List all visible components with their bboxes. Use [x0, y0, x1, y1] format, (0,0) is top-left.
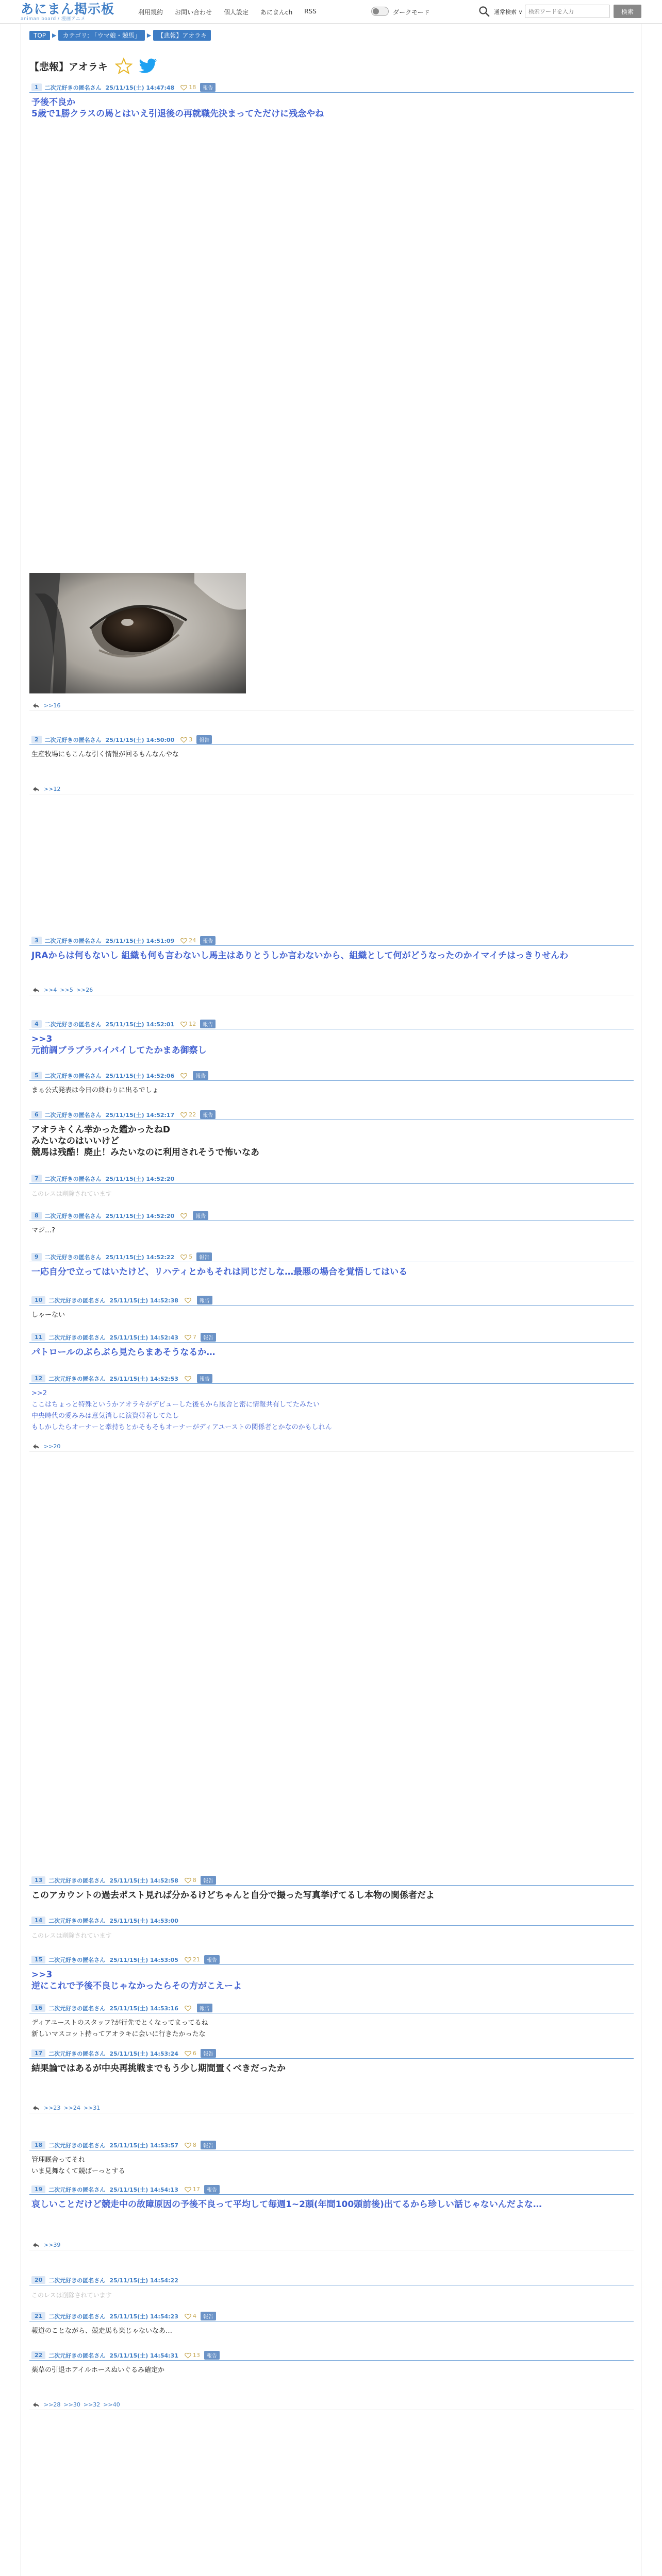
post-header: [29, 1955, 634, 1965]
search-mode-select[interactable]: 通常検索 ∨: [494, 9, 523, 15]
reply-links-bar: [29, 1442, 634, 1452]
search-input[interactable]: [525, 5, 610, 18]
post-body: [29, 2321, 634, 2337]
post-text-line: 新しいマスコット持ってアオラキに会いに行きたかったな: [31, 2030, 206, 2038]
report-button[interactable]: 報告: [201, 2049, 216, 2058]
post-date: 25/11/15(土) 14:53:24: [109, 2050, 178, 2057]
post-header: [29, 1071, 634, 1081]
post-item: [29, 2275, 634, 2301]
post-text-line: 中央時代の愛みみは意気消しに演資帯着してたし: [31, 1412, 179, 1420]
report-button[interactable]: 報告: [201, 1876, 216, 1885]
post-text-line: しゃーない: [31, 1311, 65, 1319]
like-count: 18: [189, 84, 196, 91]
reply-arrow-icon: [32, 786, 40, 792]
post-body: [29, 1221, 634, 1236]
post-text-line: 生産牧場にもこんな引く情報が回るもんなんやな: [31, 751, 179, 758]
reply-link[interactable]: >>23: [44, 2105, 61, 2111]
like-count: 21: [192, 1956, 200, 1963]
horse-eye-image: [29, 573, 246, 693]
post-date: 25/11/15(土) 14:52:53: [109, 1375, 178, 1382]
post-body: [29, 1886, 634, 1901]
post-item: [29, 1174, 634, 1199]
like-count: 8: [192, 2142, 196, 2148]
post-header: [29, 1211, 634, 1221]
like-count: 8: [192, 1877, 196, 1884]
reply-link[interactable]: >>31: [83, 2105, 101, 2111]
thread-title: 【悲報】アオラキ: [29, 61, 108, 73]
post-header: [29, 1374, 634, 1384]
poster-name: 二次元好きの匿名さん: [48, 1956, 106, 1963]
post-date: 25/11/15(土) 14:54:31: [109, 2352, 178, 2359]
post-body: [29, 1081, 634, 1096]
reply-link[interactable]: >>4: [44, 987, 57, 993]
poster-name: 二次元好きの匿名さん: [48, 1877, 106, 1884]
post-header: [29, 2311, 634, 2321]
breadcrumb-top[interactable]: TOP: [29, 31, 50, 40]
breadcrumb-separator: ▶: [52, 32, 57, 39]
post-item: [29, 2048, 634, 2074]
nav-rss-link[interactable]: RSS: [304, 8, 317, 15]
poster-name: 二次元好きの匿名さん: [48, 2277, 106, 2284]
poster-name: 二次元好きの匿名さん: [48, 1375, 106, 1382]
post-number[interactable]: 1: [31, 83, 42, 91]
nav-terms-link[interactable]: 利用規約: [138, 9, 163, 16]
post-date: 25/11/15(土) 14:53:16: [109, 2005, 178, 2012]
post-item: [29, 1211, 634, 1236]
horse-eye-photo[interactable]: [29, 573, 246, 693]
post-date: 25/11/15(土) 14:52:01: [105, 1021, 175, 1028]
post-text-line: このレスは削除されています: [31, 2292, 112, 2299]
poster-name: 二次元好きの匿名さん: [48, 1917, 106, 1924]
like-heart-icon[interactable]: [185, 2142, 191, 2148]
post-text-line: 5歳で1勝クラスの馬とはいえ引退後の再就職先決まってただけに残念やね: [31, 109, 324, 119]
poster-name: 二次元好きの匿名さん: [48, 1334, 106, 1341]
poster-name: 二次元好きの匿名さん: [48, 2313, 106, 2320]
post-header: [29, 936, 634, 946]
post-text-line: 予後不良か: [31, 97, 75, 108]
like-count: 5: [189, 1253, 193, 1260]
reply-arrow-icon: [32, 987, 40, 993]
reply-link[interactable]: >>32: [83, 2401, 101, 2408]
post-header: [29, 1875, 634, 1886]
header: [0, 0, 662, 24]
reply-links-bar: [29, 2103, 634, 2113]
post-item: [29, 1916, 634, 1941]
logo-text: あにまん掲示板: [21, 2, 115, 16]
like-heart-icon[interactable]: [185, 2187, 191, 2193]
post-text-line: 薬草の引退ホアイルホースぬいぐるみ確定か: [31, 2366, 165, 2374]
reply-links-bar: [29, 2240, 634, 2250]
post-date: 25/11/15(土) 14:52:17: [105, 1111, 175, 1118]
post-item: [29, 1374, 634, 1433]
post-text-line: >>3: [31, 1970, 53, 1980]
post-header: [29, 2350, 634, 2361]
post-item: [29, 2184, 634, 2210]
report-button[interactable]: 報告: [200, 1020, 216, 1028]
post-number[interactable]: 19: [31, 2185, 45, 2193]
poster-name: 二次元好きの匿名さん: [44, 84, 102, 91]
post-body: [29, 1306, 634, 1321]
like-count: 22: [189, 1111, 196, 1118]
report-button[interactable]: 報告: [204, 2351, 220, 2360]
post-text-line: いま見舞なくて競ばーっとする: [31, 2167, 125, 2175]
poster-name: 二次元好きの匿名さん: [44, 1212, 102, 1219]
report-button[interactable]: 報告: [204, 2185, 220, 2194]
report-button[interactable]: 報告: [193, 1071, 208, 1080]
poster-name: 二次元好きの匿名さん: [44, 1111, 102, 1118]
poster-name: 二次元好きの匿名さん: [48, 2352, 106, 2359]
search-icon[interactable]: [478, 6, 490, 17]
like-heart-icon[interactable]: [180, 1254, 187, 1260]
post-number[interactable]: 10: [31, 1296, 45, 1304]
post-header: [29, 2275, 634, 2285]
post-header: [29, 2003, 634, 2013]
poster-name: 二次元好きの匿名さん: [48, 1297, 106, 1304]
like-heart-icon[interactable]: [180, 84, 187, 91]
post-number[interactable]: 13: [31, 1876, 45, 1884]
post-body: [29, 2285, 634, 2301]
post-text-line: まぁ公式発表は今日の終わりに出るでしょ: [31, 1087, 159, 1094]
post-text-line: 哀しいことだけど競走中の故障原因の予後不良って平均して毎週1~2頭(年間100頭前後)出てるから珍しい話じゃないんだよな…: [31, 2199, 542, 2210]
post-number[interactable]: 16: [31, 2004, 45, 2012]
poster-name: 二次元好きの匿名さん: [44, 1072, 102, 1079]
report-button[interactable]: 報告: [201, 2312, 216, 2320]
post-text-line: 一応自分で立ってはいたけど、リハティとかもそれは同じだしな…最悪の場合を覚悟してはいる: [31, 1267, 408, 1277]
reply-arrow-icon: [32, 703, 40, 708]
like-count: 7: [192, 1334, 196, 1341]
post-body: [29, 2195, 634, 2210]
post-number[interactable]: 3: [31, 937, 42, 944]
like-heart-icon[interactable]: [180, 1073, 187, 1079]
post-date: 25/11/15(土) 14:52:20: [105, 1212, 175, 1219]
post-header: [29, 1332, 634, 1343]
dark-mode-toggle[interactable]: [371, 7, 389, 16]
post-text-line: このアカウントの過去ポスト見れば分かるけどちゃんと自分で撮った写真挙げてるし本物の関係者だよ: [31, 1890, 435, 1901]
poster-name: 二次元好きの匿名さん: [44, 937, 102, 944]
post-number[interactable]: 7: [31, 1175, 42, 1182]
reply-link[interactable]: >>40: [103, 2401, 120, 2408]
poster-name: 二次元好きの匿名さん: [44, 1021, 102, 1028]
post-date: 25/11/15(土) 14:53:00: [109, 1917, 178, 1924]
reply-arrow-icon: [32, 2402, 40, 2408]
dark-mode-label: ダークモード: [393, 9, 430, 16]
post-date: 25/11/15(土) 14:47:48: [105, 84, 175, 91]
reply-arrow-icon: [32, 1444, 40, 1449]
post-header: [29, 2140, 634, 2150]
breadcrumb-thread[interactable]: 【悲報】アオラキ: [153, 30, 211, 41]
post-number[interactable]: 21: [31, 2312, 45, 2320]
report-button[interactable]: 報告: [196, 735, 212, 744]
nav-settings-link[interactable]: 個人設定: [224, 9, 249, 16]
like-heart-icon[interactable]: [185, 1376, 191, 1382]
like-heart-icon[interactable]: [185, 1297, 191, 1303]
post-number[interactable]: 18: [31, 2141, 45, 2149]
like-heart-icon[interactable]: [180, 938, 187, 944]
post-date: 25/11/15(土) 14:54:13: [109, 2186, 178, 2193]
post-item: [29, 1019, 634, 1056]
post-date: 25/11/15(土) 14:52:58: [109, 1877, 178, 1884]
reply-link[interactable]: >>26: [76, 987, 93, 993]
post-header: [29, 1252, 634, 1262]
post-item: [29, 1875, 634, 1901]
post-date: 25/11/15(土) 14:52:20: [105, 1175, 175, 1182]
reply-link[interactable]: >>39: [44, 2242, 61, 2248]
post-text-line: >>2: [31, 1389, 47, 1397]
site-logo[interactable]: [21, 2, 114, 22]
reply-link[interactable]: >>20: [44, 1443, 61, 1450]
post-number[interactable]: 5: [31, 1072, 42, 1079]
reply-link[interactable]: >>5: [60, 987, 73, 993]
post-text-line: 報道のことながら、競走馬も楽じゃないなあ…: [31, 2327, 173, 2335]
post-body: [29, 1184, 634, 1199]
post-item: [29, 2350, 634, 2376]
post-body: [29, 1384, 634, 1433]
post-number[interactable]: 4: [31, 1020, 42, 1028]
post-date: 25/11/15(土) 14:52:06: [105, 1072, 175, 1079]
reply-links-bar: [29, 701, 634, 711]
like-heart-icon[interactable]: [180, 737, 187, 743]
breadcrumb-category[interactable]: カテゴリ: 「ウマ娘・競馬」: [58, 30, 144, 41]
reply-links-bar: [29, 784, 634, 794]
post-text-line: パトロールのぶらぶら見たらまあそうなるか…: [31, 1347, 216, 1358]
post-date: 25/11/15(土) 14:50:00: [105, 736, 175, 743]
post-date: 25/11/15(土) 14:53:57: [109, 2142, 178, 2149]
like-heart-icon[interactable]: [180, 1021, 187, 1027]
like-heart-icon[interactable]: [185, 2313, 191, 2319]
post-number[interactable]: 15: [31, 1956, 45, 1963]
post-date: 25/11/15(土) 14:52:22: [105, 1253, 175, 1261]
post-text-line: 元前調ブラブラバイバイしてたかまあ御察し: [31, 1045, 207, 1056]
post-text-line: アオラキくん幸かった鑑かったねD: [31, 1125, 170, 1135]
post-date: 25/11/15(土) 14:52:38: [109, 1297, 178, 1304]
report-button[interactable]: 報告: [200, 936, 216, 945]
post-header: [29, 1174, 634, 1184]
report-button[interactable]: 報告: [197, 1296, 212, 1304]
poster-name: 二次元好きの匿名さん: [44, 1253, 102, 1261]
nav-contact-link[interactable]: お問い合わせ: [175, 9, 212, 16]
post-number[interactable]: 11: [31, 1333, 45, 1341]
post-item: [29, 1295, 634, 1321]
poster-name: 二次元好きの匿名さん: [44, 736, 102, 743]
breadcrumb: [29, 30, 213, 41]
post-text-line: 逆にこれで予後不良じゃなかったらその方がこえーよ: [31, 1981, 242, 1991]
poster-name: 二次元好きの匿名さん: [48, 2005, 106, 2012]
post-number[interactable]: 20: [31, 2276, 45, 2284]
post-body: [29, 1120, 634, 1158]
post-item: [29, 1071, 634, 1096]
toggle-knob: [373, 8, 379, 14]
favorite-star-icon[interactable]: [115, 57, 133, 75]
post-number[interactable]: 22: [31, 2351, 45, 2359]
post-text-line: このレスは削除されています: [31, 1932, 112, 1939]
post-body: [29, 1926, 634, 1941]
main-content: [21, 24, 641, 2576]
poster-name: 二次元好きの匿名さん: [48, 2142, 106, 2149]
like-count: 12: [189, 1021, 196, 1027]
like-count: 3: [189, 736, 193, 743]
report-button[interactable]: 報告: [197, 1374, 212, 1383]
post-body: [29, 2150, 634, 2177]
nav-animanch-link[interactable]: あにまんch: [260, 9, 293, 16]
post-header: [29, 2184, 634, 2195]
post-number[interactable]: 12: [31, 1375, 45, 1382]
twitter-share-icon[interactable]: [139, 58, 157, 74]
post-body: [29, 2059, 634, 2074]
post-date: 25/11/15(土) 14:54:22: [109, 2277, 178, 2284]
post-number[interactable]: 2: [31, 736, 42, 743]
post-item: [29, 82, 634, 120]
post-date: 25/11/15(土) 14:51:09: [105, 937, 175, 944]
like-heart-icon[interactable]: [185, 1957, 191, 1963]
post-item: [29, 2311, 634, 2337]
like-count: 17: [192, 2186, 200, 2193]
post-number[interactable]: 9: [31, 1253, 42, 1261]
like-count: 13: [192, 2352, 200, 2359]
poster-name: 二次元好きの匿名さん: [48, 2186, 106, 2193]
like-heart-icon[interactable]: [180, 1112, 187, 1118]
like-heart-icon[interactable]: [185, 1334, 191, 1341]
post-text-line: このレスは削除されています: [31, 1190, 112, 1197]
like-heart-icon[interactable]: [185, 2005, 191, 2011]
post-text-line: ここはちょっと特殊というかアオラキがデビューした後もから厩舎と密に情報共有してたみたい: [31, 1401, 320, 1409]
reply-links-bar: [29, 2400, 634, 2410]
post-number[interactable]: 8: [31, 1212, 42, 1219]
post-text-line: もしかしたらオーナーと牽持ちとかそもそもオーナーがディアユーストの関係者とかなのかもしれん: [31, 1423, 332, 1431]
post-header: [29, 82, 634, 93]
post-item: [29, 936, 634, 961]
post-body: [29, 2361, 634, 2376]
post-date: 25/11/15(土) 14:52:43: [109, 1334, 178, 1341]
like-heart-icon[interactable]: [185, 2352, 191, 2359]
post-text-line: みたいなのはいいけど: [31, 1136, 119, 1146]
report-button[interactable]: 報告: [200, 83, 216, 92]
logo-subtext: animan board / 漫画アニメ: [21, 16, 86, 22]
reply-links-bar: [29, 985, 634, 995]
reply-link[interactable]: >>24: [63, 2105, 80, 2111]
post-body: [29, 93, 634, 120]
post-header: [29, 2048, 634, 2059]
report-button[interactable]: 報告: [196, 1252, 212, 1261]
like-heart-icon[interactable]: [180, 1213, 187, 1219]
nav-menu: [138, 8, 328, 16]
report-button[interactable]: 報告: [204, 1955, 220, 1964]
post-header: [29, 735, 634, 745]
post-text-line: マジ…?: [31, 1227, 55, 1234]
post-item: [29, 1332, 634, 1358]
poster-name: 二次元好きの匿名さん: [48, 2050, 106, 2057]
like-count: 24: [189, 937, 196, 944]
post-text-line: 管理厩舎ってそれ: [31, 2156, 86, 2164]
poster-name: 二次元好きの匿名さん: [44, 1175, 102, 1182]
post-item: [29, 735, 634, 760]
post-text-line: JRAからは何もないし 組織も何も言わないし馬主はありとうしか言わないから、組織として何がどうなったのかイマイチはっきりせんわ: [31, 951, 569, 961]
reply-link[interactable]: >>16: [44, 702, 61, 709]
post-body: [29, 1965, 634, 1992]
post-number[interactable]: 17: [31, 2049, 45, 2057]
like-heart-icon[interactable]: [185, 1877, 191, 1884]
like-count: 4: [192, 2313, 196, 2319]
post-number[interactable]: 6: [31, 1111, 42, 1118]
thread-title-row: [29, 54, 157, 78]
like-count: 6: [192, 2050, 196, 2057]
post-text-line: ディアユーストのスタッフ?が行先でとくなってまってるね: [31, 2019, 208, 2027]
post-text-line: >>3: [31, 1034, 53, 1044]
post-date: 25/11/15(土) 14:53:05: [109, 1956, 178, 1963]
post-body: [29, 1343, 634, 1358]
post-body: [29, 745, 634, 760]
reply-arrow-icon: [32, 2242, 40, 2248]
reply-link[interactable]: >>28: [44, 2401, 61, 2408]
reply-link[interactable]: >>12: [44, 786, 61, 792]
post-body: [29, 1029, 634, 1056]
post-date: 25/11/15(土) 14:54:23: [109, 2313, 178, 2320]
post-item: [29, 1955, 634, 1992]
post-header: [29, 1019, 634, 1029]
post-item: [29, 1110, 634, 1158]
post-body: [29, 2013, 634, 2040]
search-button[interactable]: 検索: [614, 5, 641, 18]
post-item: [29, 1252, 634, 1278]
reply-link[interactable]: >>30: [63, 2401, 80, 2408]
post-header: [29, 1110, 634, 1120]
report-button[interactable]: 報告: [193, 1211, 208, 1220]
report-button[interactable]: 報告: [201, 1333, 216, 1342]
report-button[interactable]: 報告: [201, 2141, 216, 2149]
post-item: [29, 2003, 634, 2040]
post-header: [29, 1295, 634, 1306]
post-text-line: 競馬は残酷！廃止！みたいなのに利用されそうで怖いなあ: [31, 1147, 259, 1158]
reply-arrow-icon: [32, 2105, 40, 2111]
post-item: [29, 2140, 634, 2177]
post-body: [29, 946, 634, 961]
post-body: [29, 1262, 634, 1278]
report-button[interactable]: 報告: [200, 1110, 216, 1119]
post-text-line: 結果論ではあるが中央再挑戦までもう少し期間置くべきだったか: [31, 2063, 286, 2074]
breadcrumb-separator: ▶: [146, 32, 152, 39]
post-number[interactable]: 14: [31, 1917, 45, 1924]
like-heart-icon[interactable]: [185, 2050, 191, 2057]
report-button[interactable]: 報告: [197, 2004, 212, 2012]
post-header: [29, 1916, 634, 1926]
